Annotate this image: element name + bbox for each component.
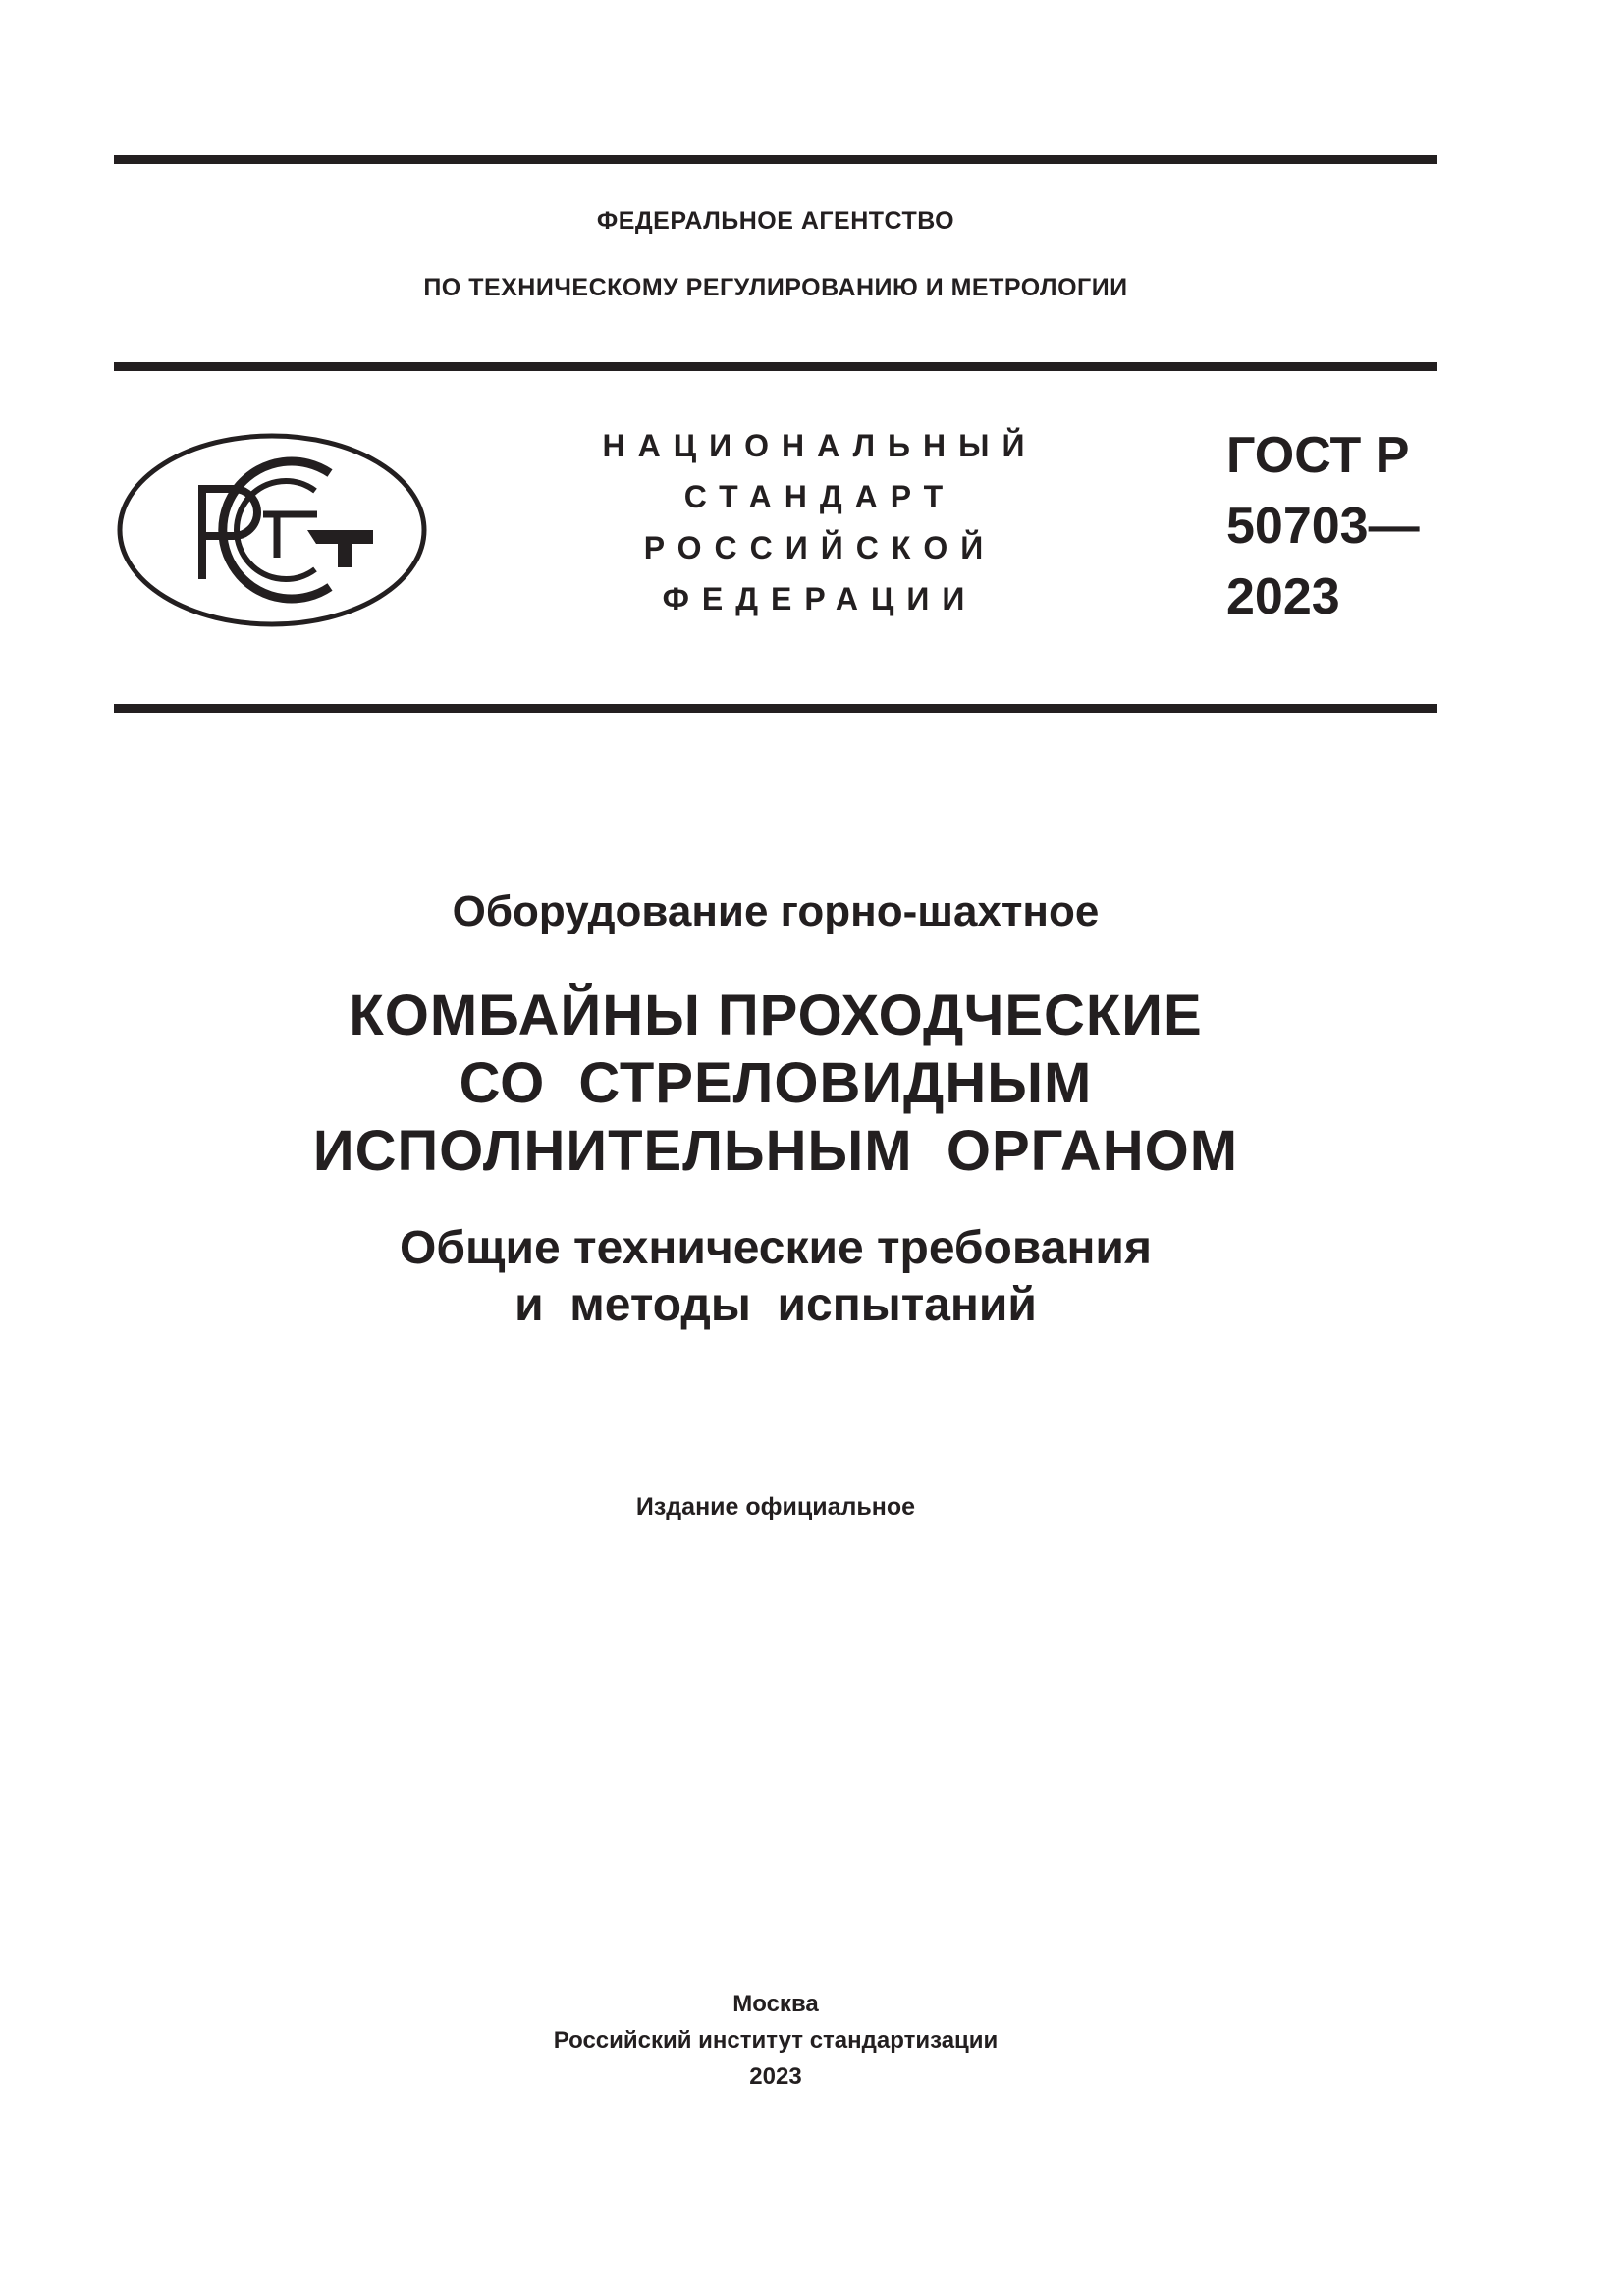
- designation-line: ГОСТ Р: [1226, 427, 1410, 484]
- imprint-city: Москва: [732, 1991, 819, 2017]
- standard-type: [589, 420, 1051, 624]
- standard-type-line: СТАНДАРТ: [683, 479, 956, 514]
- section-rule: [114, 704, 1437, 713]
- edition-label: Издание официальное: [635, 1493, 916, 1521]
- subtitle-line: и методы испытаний: [514, 1279, 1037, 1331]
- header-rule: [114, 362, 1437, 371]
- subtitle-line: Общие технические требования: [400, 1222, 1152, 1274]
- standard-designation: [1226, 420, 1420, 632]
- standard-type-line: РОССИЙСКОЙ: [643, 530, 997, 565]
- agency-name-line2: ПО ТЕХНИЧЕСКОМУ РЕГУЛИРОВАНИЮ И МЕТРОЛОГИИ: [423, 274, 1128, 301]
- standard-type-line: ФЕДЕРАЦИИ: [662, 581, 978, 616]
- designation-line: 50703—: [1226, 498, 1420, 555]
- designation-line: 2023: [1226, 568, 1340, 625]
- top-rule: [114, 155, 1437, 164]
- document-subject: Оборудование горно-шахтное: [452, 887, 1100, 935]
- imprint-publisher: Российский институт стандартизации: [553, 2027, 999, 2054]
- document-title: [114, 982, 1437, 1185]
- standard-type-line: НАЦИОНАЛЬНЫЙ: [602, 428, 1038, 463]
- title-line: КОМБАЙНЫ ПРОХОДЧЕСКИЕ: [349, 984, 1203, 1047]
- rst-logo: [116, 432, 428, 628]
- imprint: [114, 1986, 1437, 2095]
- document-subtitle: [114, 1220, 1437, 1334]
- title-line: ИСПОЛНИТЕЛЬНЫМ ОРГАНОМ: [312, 1119, 1239, 1183]
- title-line: СО СТРЕЛОВИДНЫМ: [459, 1051, 1093, 1115]
- rst-mark-icon: [116, 432, 428, 628]
- imprint-year: 2023: [749, 2063, 802, 2090]
- agency-name-line1: ФЕДЕРАЛЬНОЕ АГЕНТСТВО: [596, 207, 955, 235]
